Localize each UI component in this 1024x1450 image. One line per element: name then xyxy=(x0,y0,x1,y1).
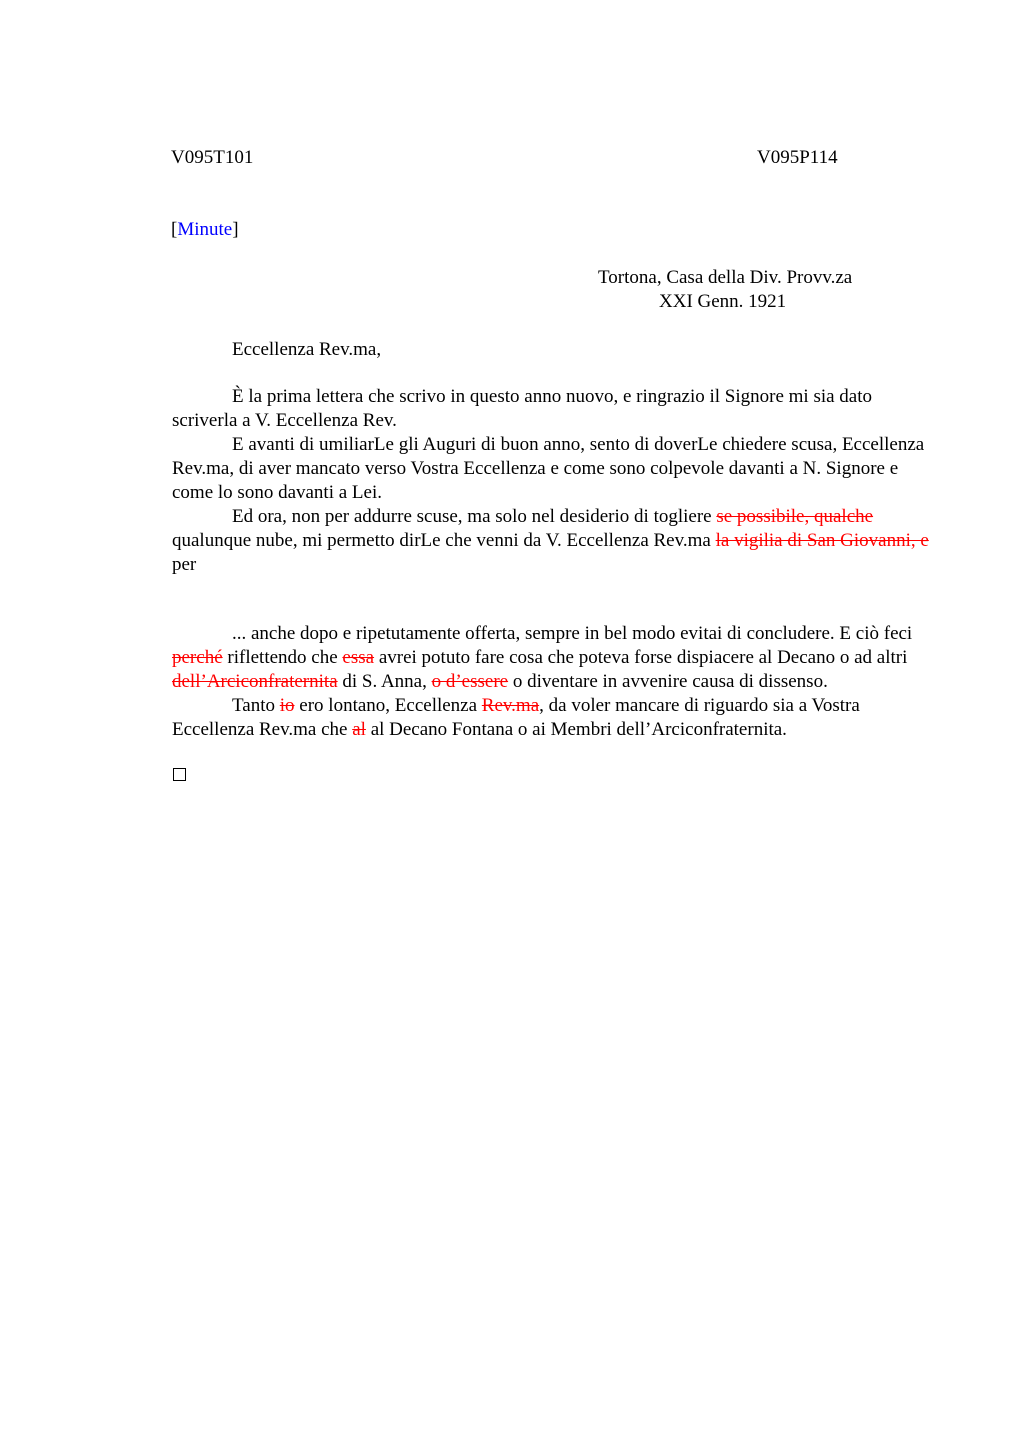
text-segment: ero lontano, Eccellenza xyxy=(299,695,478,716)
salutation: Eccellenza Rev.ma, xyxy=(232,339,382,360)
text-segment: di S. Anna, xyxy=(342,671,427,692)
deleted-text: o d’essere xyxy=(431,671,509,692)
minute-tag: [Minute] xyxy=(171,219,239,240)
minute-label: Minute xyxy=(177,219,233,240)
deleted-text: dell’Arciconfraternita xyxy=(172,671,338,692)
paragraph-4 xyxy=(172,622,932,694)
deleted-text: io xyxy=(279,695,295,716)
text-segment: qualunque nube, mi permetto dirLe che venni da V. Eccellenza Rev.ma xyxy=(172,530,711,551)
text-segment: ... anche dopo e ripetutamente offerta, sempre in bel modo evitai di concludere. E ciò feci xyxy=(232,623,913,644)
text-segment: per xyxy=(172,554,197,575)
text-segment: riflettendo che xyxy=(227,647,338,668)
text-segment: , da voler mancare di riguardo sia a Vostra Eccellenza Rev.ma che xyxy=(172,695,860,740)
header-right-code: V095P114 xyxy=(757,147,838,168)
deleted-text: essa xyxy=(342,647,375,668)
paragraph-2: E avanti di umiliarLe gli Auguri di buon anno, sento di doverLe chiedere scusa, Eccellenza Rev.ma, di aver mancato verso Vostra Eccellenza e come sono colpevole davanti a N. Signore e come lo sono davanti a Lei. xyxy=(172,434,925,503)
deleted-text: se possibile, qualche xyxy=(716,506,874,527)
deleted-text: Rev.ma xyxy=(481,695,540,716)
text-segment: Tanto xyxy=(232,695,275,716)
paragraph-3 xyxy=(172,505,932,577)
header-left-code: V095T101 xyxy=(171,147,254,168)
deleted-text: perché xyxy=(172,647,223,668)
paragraph-1: È la prima lettera che scrivo in questo anno nuovo, e ringrazio il Signore mi sia dato scriverla a V. Eccellenza Rev. xyxy=(172,386,873,431)
letter-part-1 xyxy=(172,385,932,577)
text-segment: avrei potuto fare cosa che poteva forse dispiacere al Decano o ad altri xyxy=(378,647,908,668)
text-segment: Ed ora, non per addurre scuse, ma solo nel desiderio di togliere xyxy=(232,506,712,527)
deleted-text: al xyxy=(352,719,366,740)
letter-part-2 xyxy=(172,622,932,742)
place-line: Tortona, Casa della Div. Provv.za xyxy=(598,267,853,288)
deleted-text: la vigilia di San Giovanni, e xyxy=(715,530,929,551)
paragraph-5 xyxy=(172,694,932,742)
checkbox-square-icon xyxy=(173,768,186,781)
text-segment: o diventare in avvenire causa di dissenso. xyxy=(512,671,828,692)
text-segment: al Decano Fontana o ai Membri dell’Arciconfraternita. xyxy=(370,719,787,740)
date-line: XXI Genn. 1921 xyxy=(659,291,787,312)
